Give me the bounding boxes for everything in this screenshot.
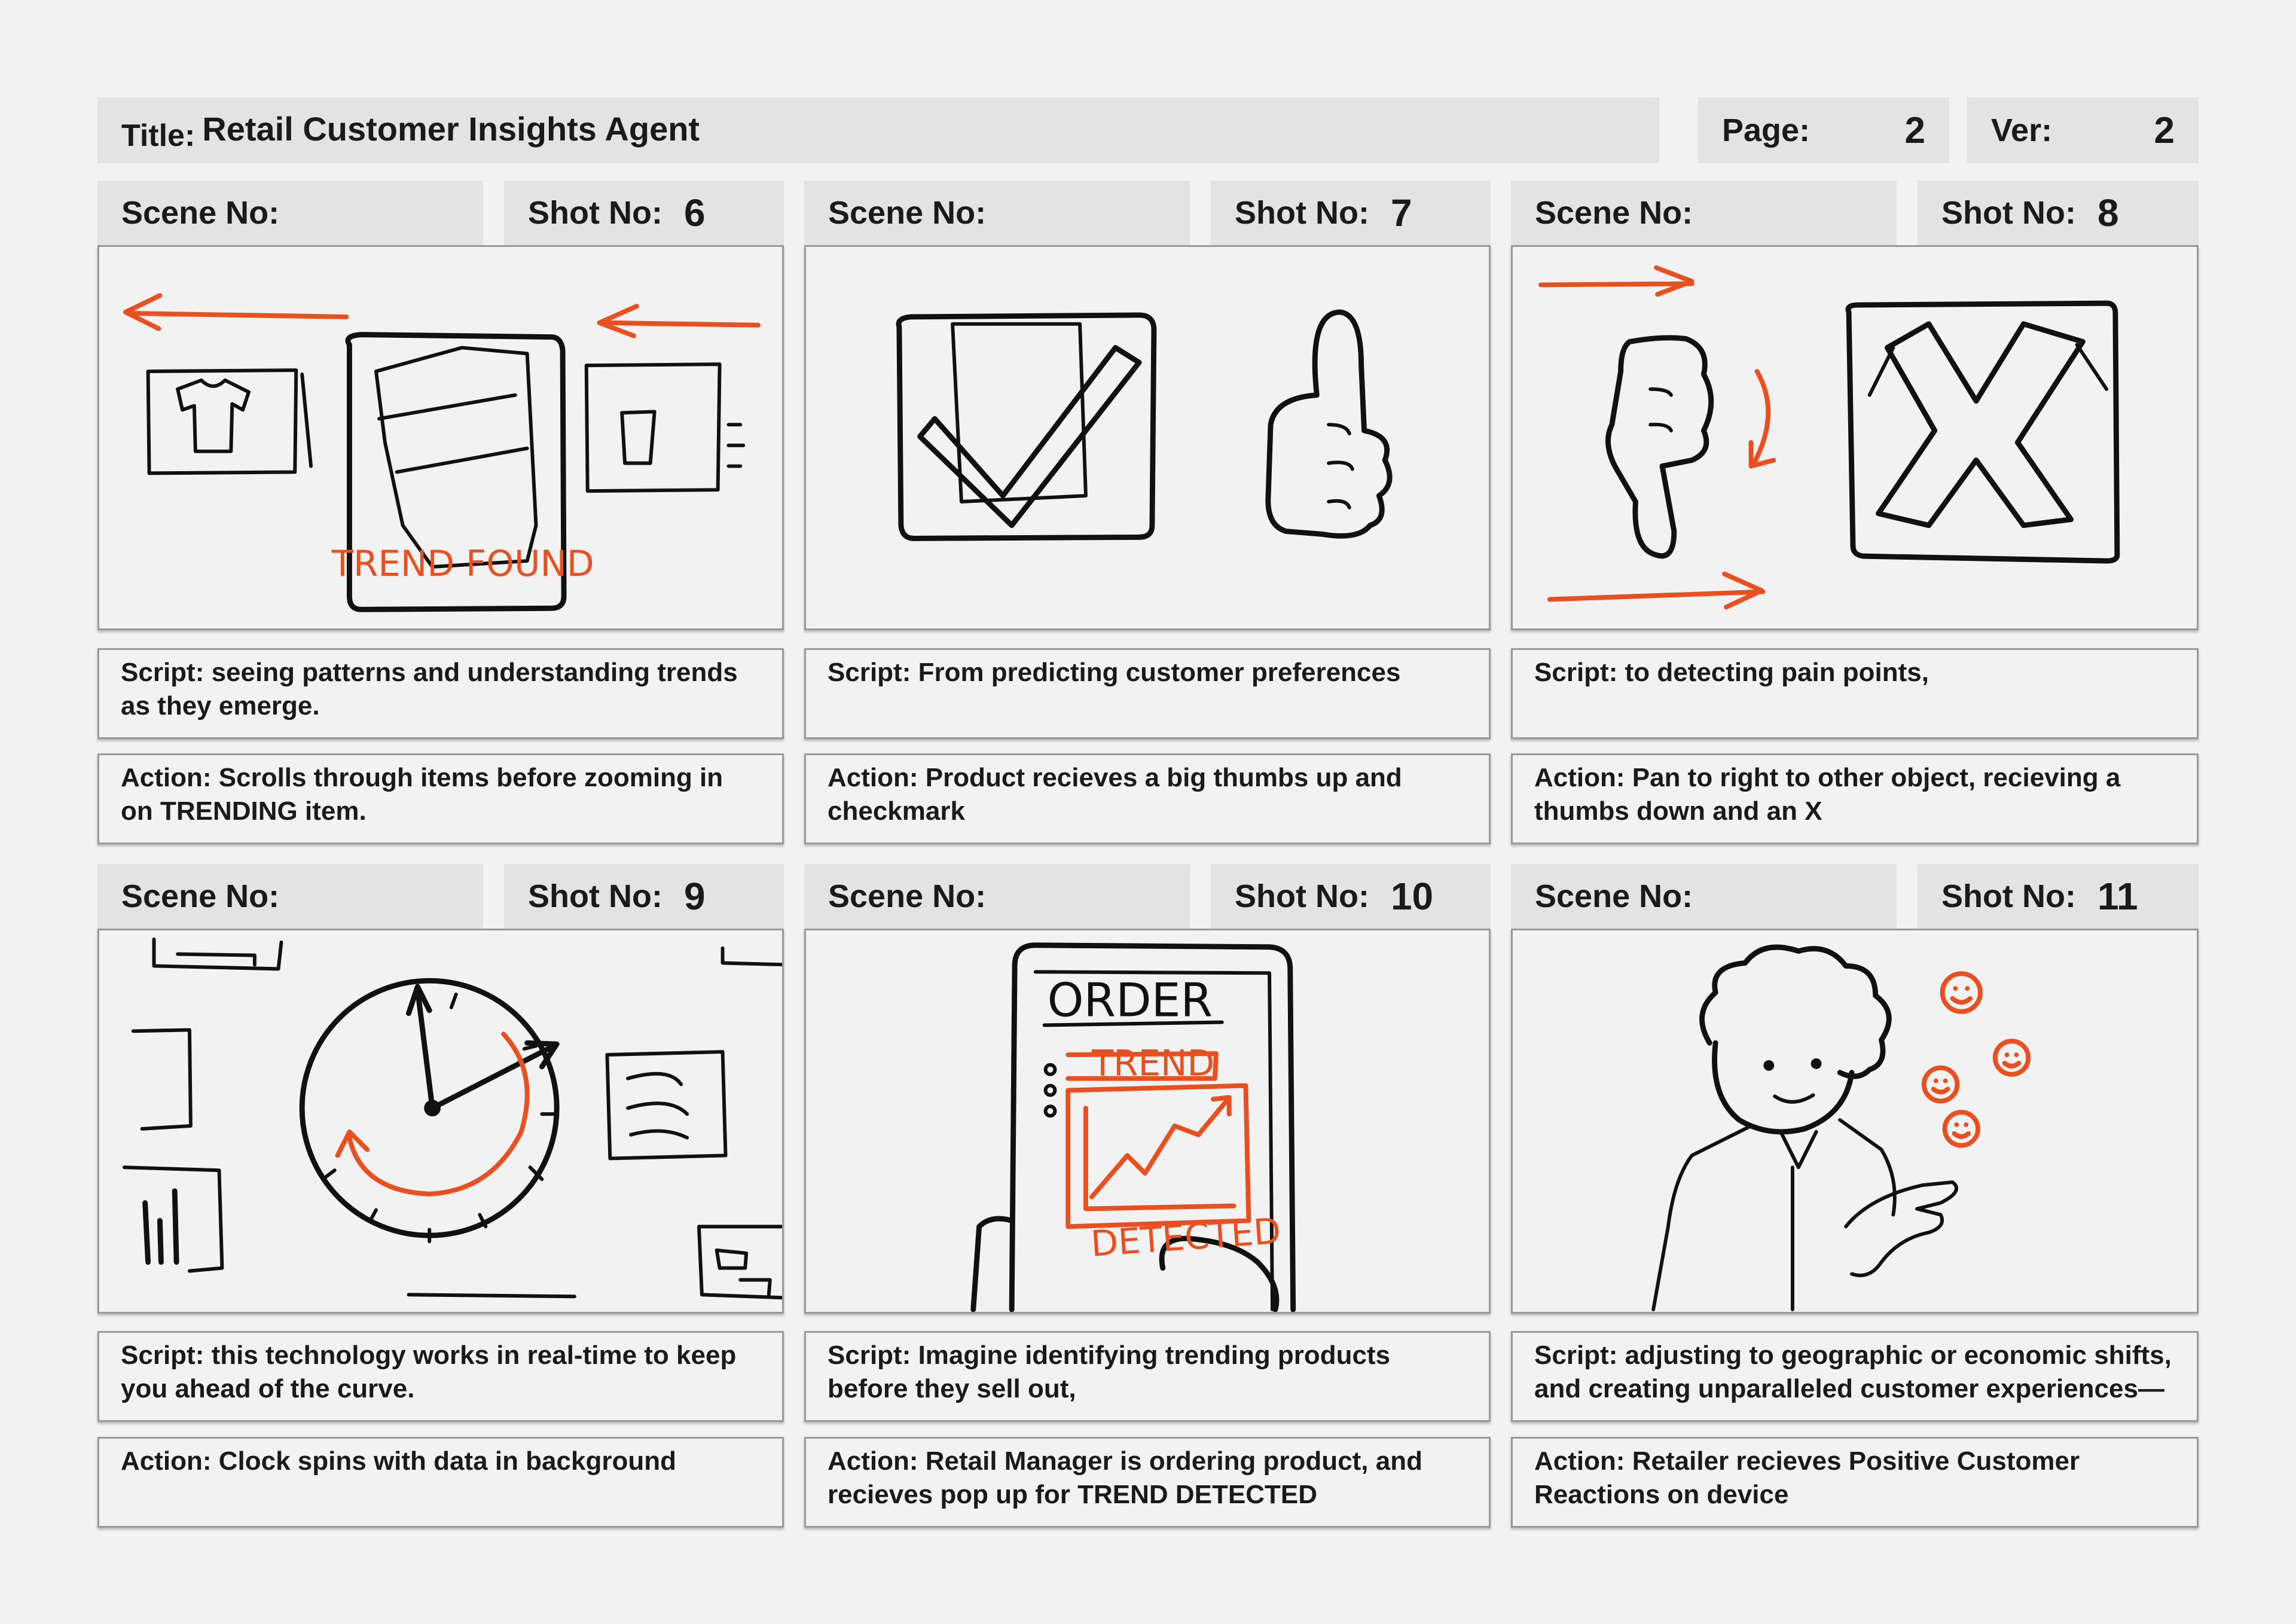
page-value: 2 (1904, 109, 1925, 151)
trend-text: TREND (1091, 1043, 1215, 1085)
left-arrow-icon (126, 295, 758, 335)
tshirt-icon (148, 370, 311, 473)
smiley-icon (1924, 973, 2028, 1145)
ver-value: 2 (2154, 109, 2175, 151)
storyboard-frame-shot-8 (1511, 245, 2199, 630)
shot-number: 6 (683, 191, 706, 234)
script-box: Script: From predicting customer preferences (804, 648, 1491, 739)
storyboard-frame-shot-10 (804, 929, 1491, 1314)
shot-label: Shot No: 10 (1211, 864, 1491, 929)
title-label: Title: (121, 118, 196, 153)
ver-box (1967, 97, 2199, 163)
storyboard-frame-shot-7 (804, 245, 1491, 630)
action-box: Action: Scrolls through items before zooming in on TRENDING item. (97, 753, 784, 844)
action-box: Action: Product recieves a big thumbs up and checkmark (804, 753, 1491, 844)
action-box: Action: Retailer recieves Positive Customer Reactions on device (1511, 1437, 2199, 1528)
script-box: Script: adjusting to geographic or economic shifts, and creating unparalleled customer experiences— (1511, 1331, 2199, 1422)
page-box (1698, 97, 1949, 163)
scene-label: Scene No: (97, 864, 483, 929)
clock-icon (302, 981, 557, 1241)
ver-label: Ver: (1991, 112, 2053, 148)
shot-number: 11 (2097, 875, 2138, 918)
title-bar (97, 97, 1659, 163)
page-label: Page: (1722, 112, 1810, 148)
shot-label: Shot No: 8 (1918, 181, 2199, 245)
shot-number: 10 (1390, 875, 1434, 918)
thumbs-down-icon (1608, 338, 1773, 556)
scene-label: Scene No: (1511, 181, 1897, 245)
script-box: Script: this technology works in real-time to keep you ahead of the curve. (97, 1331, 784, 1422)
scene-label: Scene No: (1511, 864, 1897, 929)
person-icon (1653, 947, 1956, 1309)
storyboard-frame-shot-9 (97, 929, 784, 1314)
scene-label: Scene No: (804, 864, 1190, 929)
order-text: ORDER (1047, 973, 1213, 1028)
background-data-icon (124, 939, 782, 1298)
action-box: Action: Pan to right to other object, recieving a thumbs down and an X (1511, 753, 2199, 844)
thumbs-up-icon (1268, 312, 1390, 536)
script-box: Script: seeing patterns and understanding trends as they emerge. (97, 648, 784, 739)
action-box: Action: Clock spins with data in background (97, 1437, 784, 1528)
x-box-icon (1848, 303, 2117, 561)
storyboard-frame-shot-11 (1511, 929, 2199, 1314)
shot-number: 7 (1390, 191, 1412, 234)
shot-label: Shot No: 7 (1211, 181, 1491, 245)
shot-number: 8 (2097, 191, 2119, 234)
title-value: Retail Customer Insights Agent (202, 109, 700, 148)
scene-label: Scene No: (97, 181, 483, 245)
shot-label: Shot No: 9 (504, 864, 784, 929)
script-box: Script: Imagine identifying trending products before they sell out, (804, 1331, 1491, 1422)
storyboard-frame-shot-6 (97, 245, 784, 630)
shot-number: 9 (683, 875, 706, 918)
script-box: Script: to detecting pain points, (1511, 648, 2199, 739)
shot-label: Shot No: 6 (504, 181, 784, 245)
action-box: Action: Retail Manager is ordering product, and recieves pop up for TREND DETECTED (804, 1437, 1491, 1528)
trend-found-text: TREND FOUND (331, 543, 594, 585)
detected-text: DETECTED (1089, 1210, 1283, 1265)
scene-label: Scene No: (804, 181, 1190, 245)
checkmark-box-icon (899, 315, 1154, 538)
cup-icon (587, 364, 744, 491)
shot-label: Shot No: 11 (1918, 864, 2199, 929)
